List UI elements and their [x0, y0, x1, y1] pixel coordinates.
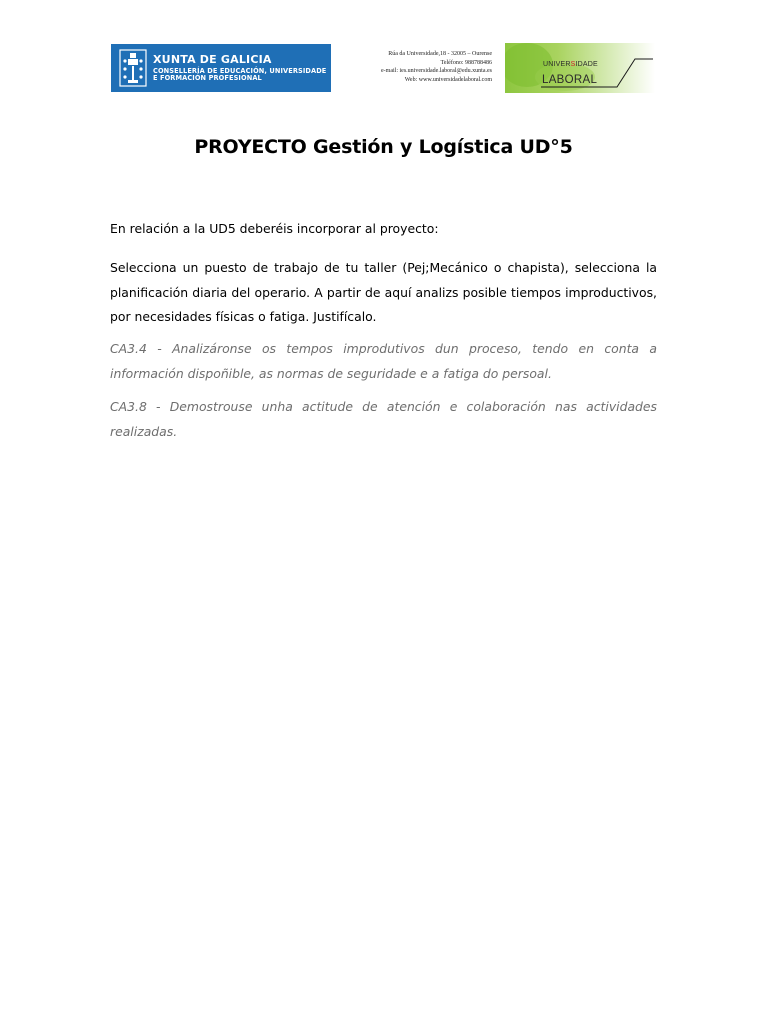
school-phone: Teléfono: 988788486 — [440, 59, 492, 66]
school-address: Rúa da Universidade,18 - 32005 – Ourense — [388, 51, 492, 57]
xunta-de-galicia-logo — [111, 44, 331, 92]
school-web: Web: www.universidadelaboral.com — [404, 76, 492, 83]
xunta-title: XUNTA DE GALICIA — [153, 53, 272, 67]
xunta-department-line-1: CONSELLERÍA DE EDUCACIÓN, UNIVERSIDADE — [153, 66, 327, 75]
laboral-univ-label — [543, 61, 598, 68]
xunta-department-line-2: E FORMACIÓN PROFESIONAL — [153, 73, 262, 82]
laboral-univ-prefix: UNIVER — [543, 61, 571, 68]
criterion-ca3-8: CA3.8 - Demostrouse unha actitude de atención e colaboración nas actividades realizadas. — [110, 399, 657, 439]
laboral-univ-suffix: IDADE — [575, 61, 598, 68]
school-email: e-mail: ies.universidade.laboral@edu.xunta.es — [381, 68, 492, 75]
laboral-univ-red-letter: S — [570, 61, 576, 68]
xunta-text-block — [153, 54, 326, 81]
document-title: PROYECTO Gestión y Logística UD°5 — [194, 136, 573, 158]
laboral-name-label: LABORAL — [542, 74, 598, 86]
task-paragraph: Selecciona un puesto de trabajo de tu taller (Pej;Mecánico o chapista), selecciona la planificación diaria del operario. A partir de aquí analizs posible tiempos improductivos, por necesidades físicas o fatiga. Justifícalo. — [110, 260, 657, 324]
universidade-laboral-logo — [505, 43, 655, 93]
school-contact-block — [350, 50, 492, 84]
intro-paragraph: En relación a la UD5 deberéis incorporar al proyecto: — [110, 221, 439, 236]
galicia-emblem-icon — [119, 49, 147, 87]
criterion-ca3-4: CA3.4 - Analizáronse os tempos improdutivos dun proceso, tendo en conta a información dispoñible, as normas de seguridade e a fatiga do persoal. — [110, 341, 657, 381]
